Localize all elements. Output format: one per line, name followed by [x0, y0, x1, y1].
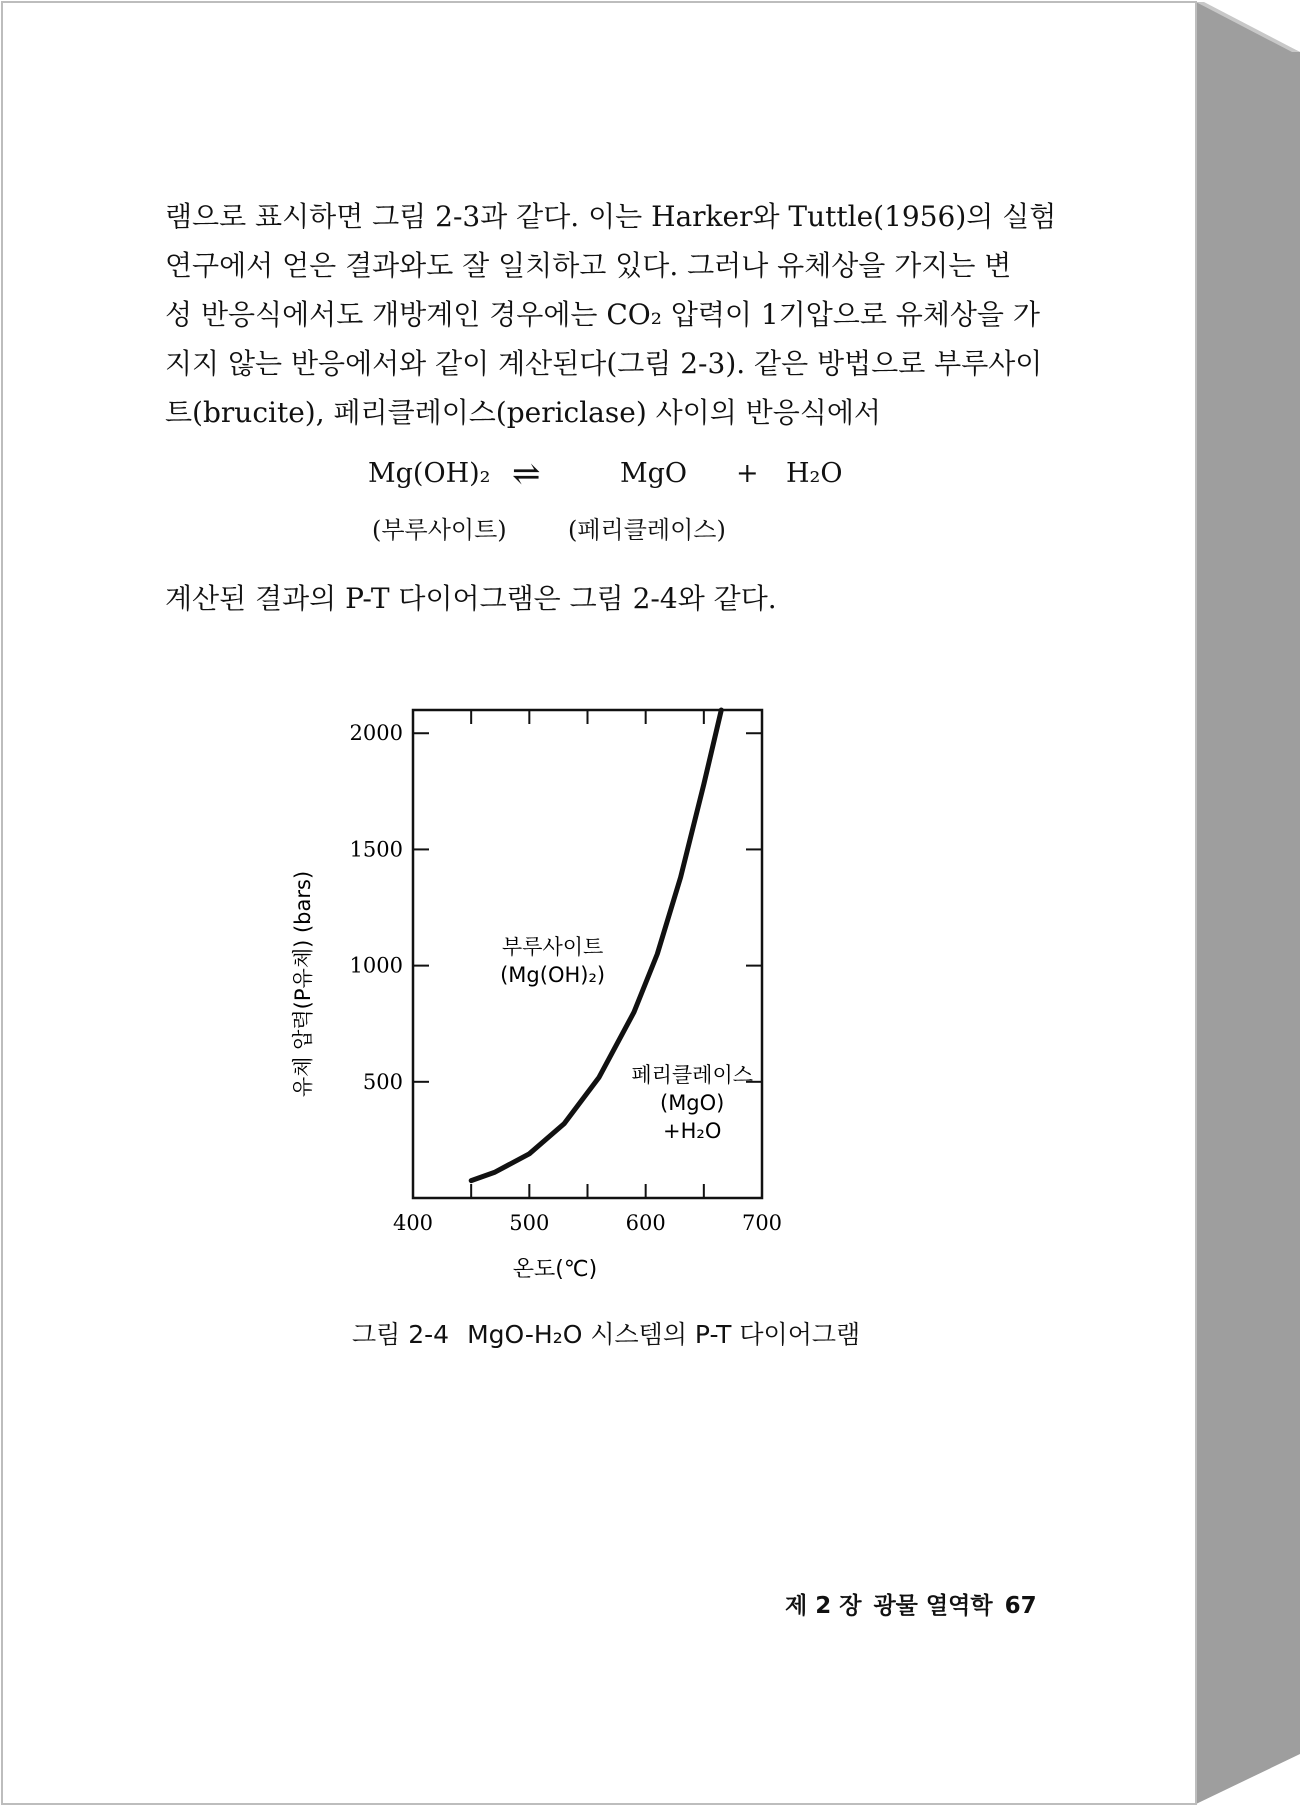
equation-plus: + [736, 458, 759, 489]
figure-label: 그림 2-4 [352, 1320, 450, 1349]
phase-field-label [631, 1063, 753, 1143]
equation-product-mgo: MgO [620, 458, 688, 489]
y-tick-label: 1000 [349, 953, 403, 978]
after-equation-sentence [165, 574, 1045, 623]
phase-field-label [500, 935, 605, 987]
figure-caption [352, 1315, 860, 1351]
chapter-title: 광물 열역학 [873, 1593, 993, 1619]
phase-field-label-line: 부루사이트 [501, 935, 604, 959]
x-tick-label: 500 [509, 1211, 550, 1235]
x-tick-label: 400 [392, 1211, 434, 1235]
phase-field-label-line: (Mg(OH)₂) [500, 963, 606, 987]
body-line: 성 반응식에서도 개방계인 경우에는 CO₂ 압력이 1기압으로 유체상을 가 [165, 298, 1040, 331]
x-axis-label: 온도(℃) [512, 1257, 598, 1282]
product-name: (페리클레이스) [568, 516, 726, 544]
page-number: 67 [1004, 1593, 1037, 1619]
y-axis-label: 유체 압력(P유체) (bars) [291, 870, 315, 1098]
phase-field-label-line: (MgO) [660, 1090, 725, 1115]
body-line: 트(brucite), 페리클레이스(periclase) 사이의 반응식에서 [165, 396, 881, 429]
page-edge-shadow [1196, 2, 1300, 1804]
equation-product-water: H₂O [786, 458, 843, 489]
figure-caption-text: MgO-H₂O 시스템의 P-T 다이어그램 [467, 1320, 861, 1349]
reactant-name: (부루사이트) [372, 516, 507, 544]
phase-field-label-line: +H₂O [663, 1118, 722, 1143]
chapter-label: 제 2 장 [785, 1593, 862, 1619]
page-footer [785, 1587, 1049, 1620]
body-line: 연구에서 얻은 결과와도 잘 일치하고 있다. 그러나 유체상을 가지는 변 [165, 249, 1012, 282]
chart-annotations [500, 935, 753, 1143]
y-tick-label: 2000 [349, 721, 403, 746]
equation-reactant: Mg(OH)₂ [368, 458, 491, 489]
y-tick-label: 500 [362, 1069, 403, 1094]
pt-diagram-chart [280, 690, 820, 1290]
x-tick-label: 700 [741, 1211, 783, 1235]
equilibrium-arrow: ⇌ [512, 454, 541, 494]
x-tick-label: 600 [625, 1211, 666, 1235]
phase-field-label-line: 페리클레이스 [631, 1062, 754, 1087]
y-tick-label: 1500 [349, 837, 403, 862]
body-paragraph [165, 192, 1057, 437]
body-line: 램으로 표시하면 그림 2-3과 같다. 이는 Harker와 Tuttle(1956)의 실험 [165, 200, 1057, 233]
body-line: 지지 않는 반응에서와 같이 계산된다(그림 2-3). 같은 방법으로 부루사이 [165, 347, 1043, 380]
body-line: 계산된 결과의 P-T 다이어그램은 그림 2-4와 같다. [165, 582, 777, 615]
